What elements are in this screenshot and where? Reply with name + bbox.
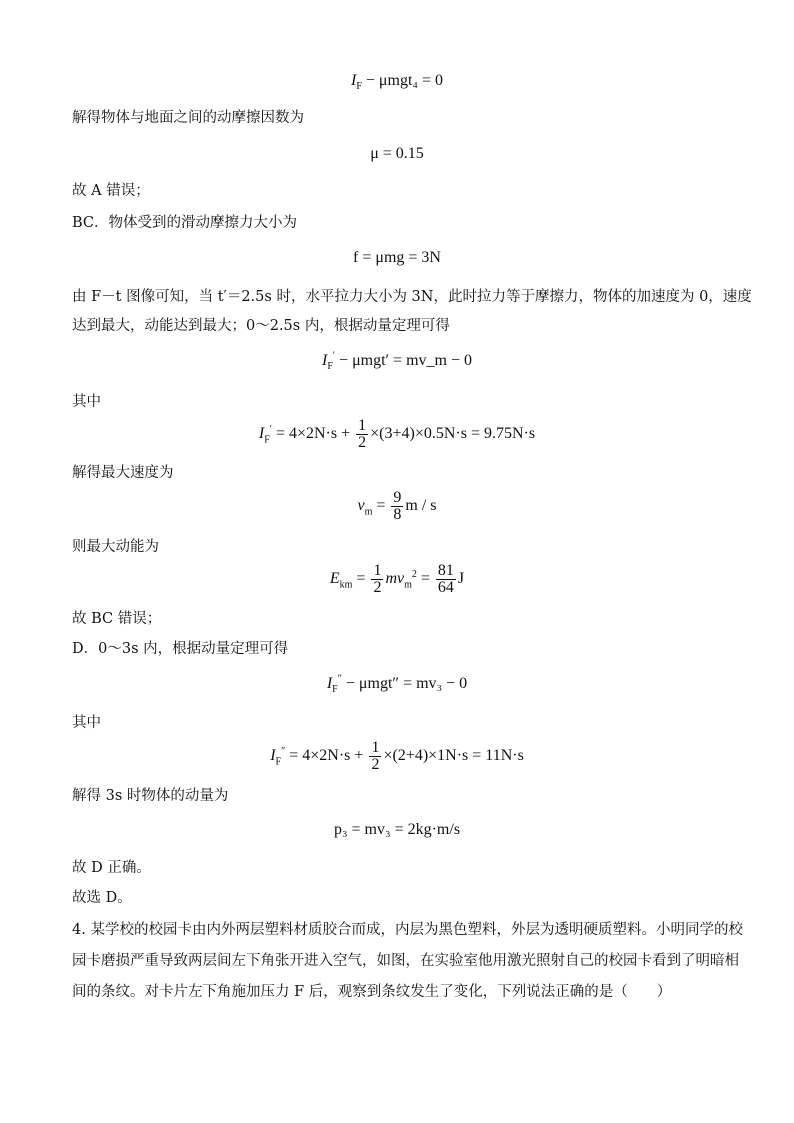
text-line: 故 D 正确。 (72, 860, 151, 876)
text-line: 解得 3s 时物体的动量为 (72, 788, 229, 804)
question-4-line: 4. 某学校的校园卡由内外两层塑料材质胶合而成，内层为黑色塑料，外层为透明硬质塑料。小明同学的校 (72, 922, 743, 938)
equation-impulse-2: $I_F'' = 4\times 2N\cdot s$ + $\frac{1}{2}$ ×(2+4)×1N·s = 11N·s (270, 739, 524, 773)
equation-impulse-balance: $I_F - \mu mgt_4 = 0$ (351, 72, 443, 93)
equation-max-velocity: $v_m$ = $\frac{9}{8}$ m / s (357, 489, 437, 523)
text-line: 由 F－t 图像可知，当 t′＝2.5s 时，水平拉力大小为 3N，此时拉力等于摩擦力，物体的加速度为 0，速度 (72, 289, 752, 305)
text-line: BC．物体受到的滑动摩擦力大小为 (72, 215, 298, 231)
question-4-line: 园卡磨损严重导致两层间左下角张开进入空气，如图，在实验室他用激光照射自己的校园卡看到了明暗相 (72, 953, 739, 969)
equation-mu: μ = 0.15 (370, 145, 424, 162)
text-line: 故 BC 错误； (72, 611, 162, 627)
text-line: 其中 (72, 715, 101, 731)
text-line: 解得最大速度为 (72, 465, 174, 481)
question-4-line: 间的条纹。对卡片左下角施加压力 F 后，观察到条纹发生了变化，下列说法正确的是（ ） (72, 984, 672, 1000)
text-line: 解得物体与地面之间的动摩擦因数为 (72, 110, 304, 126)
equation-friction: f = μmg = 3N (353, 249, 441, 266)
text-line: 故 A 错误； (72, 183, 150, 199)
equation-impulse-1: $I_F' = 4\times 2N\cdot s$ + $\frac{1}{2}$ ×(3+4)×0.5N·s = 9.75N·s (258, 417, 536, 451)
text-line: 故选 D。 (72, 890, 132, 906)
equation-momentum-theorem-1: $I_F' - \mu mgt'$ = mv_m − 0 (321, 350, 472, 373)
equation-max-kinetic-energy: $E_{km}$ = $\frac{1}{2}$ $mv_m^2$ = $\frac{81}{64}$ J (329, 562, 465, 596)
text-line: D．0～3s 内，根据动量定理可得 (72, 641, 289, 657)
equation-momentum: p₃ = mv₃ = 2kg·m/s (333, 821, 461, 838)
text-line: 其中 (72, 394, 101, 410)
equation-momentum-theorem-2: $I_F'' - \mu mgt'' = mv_3 - 0$ (326, 673, 468, 696)
text-line: 达到最大，动能达到最大；0～2.5s 内，根据动量定理可得 (72, 318, 450, 334)
text-line: 则最大动能为 (72, 539, 159, 555)
